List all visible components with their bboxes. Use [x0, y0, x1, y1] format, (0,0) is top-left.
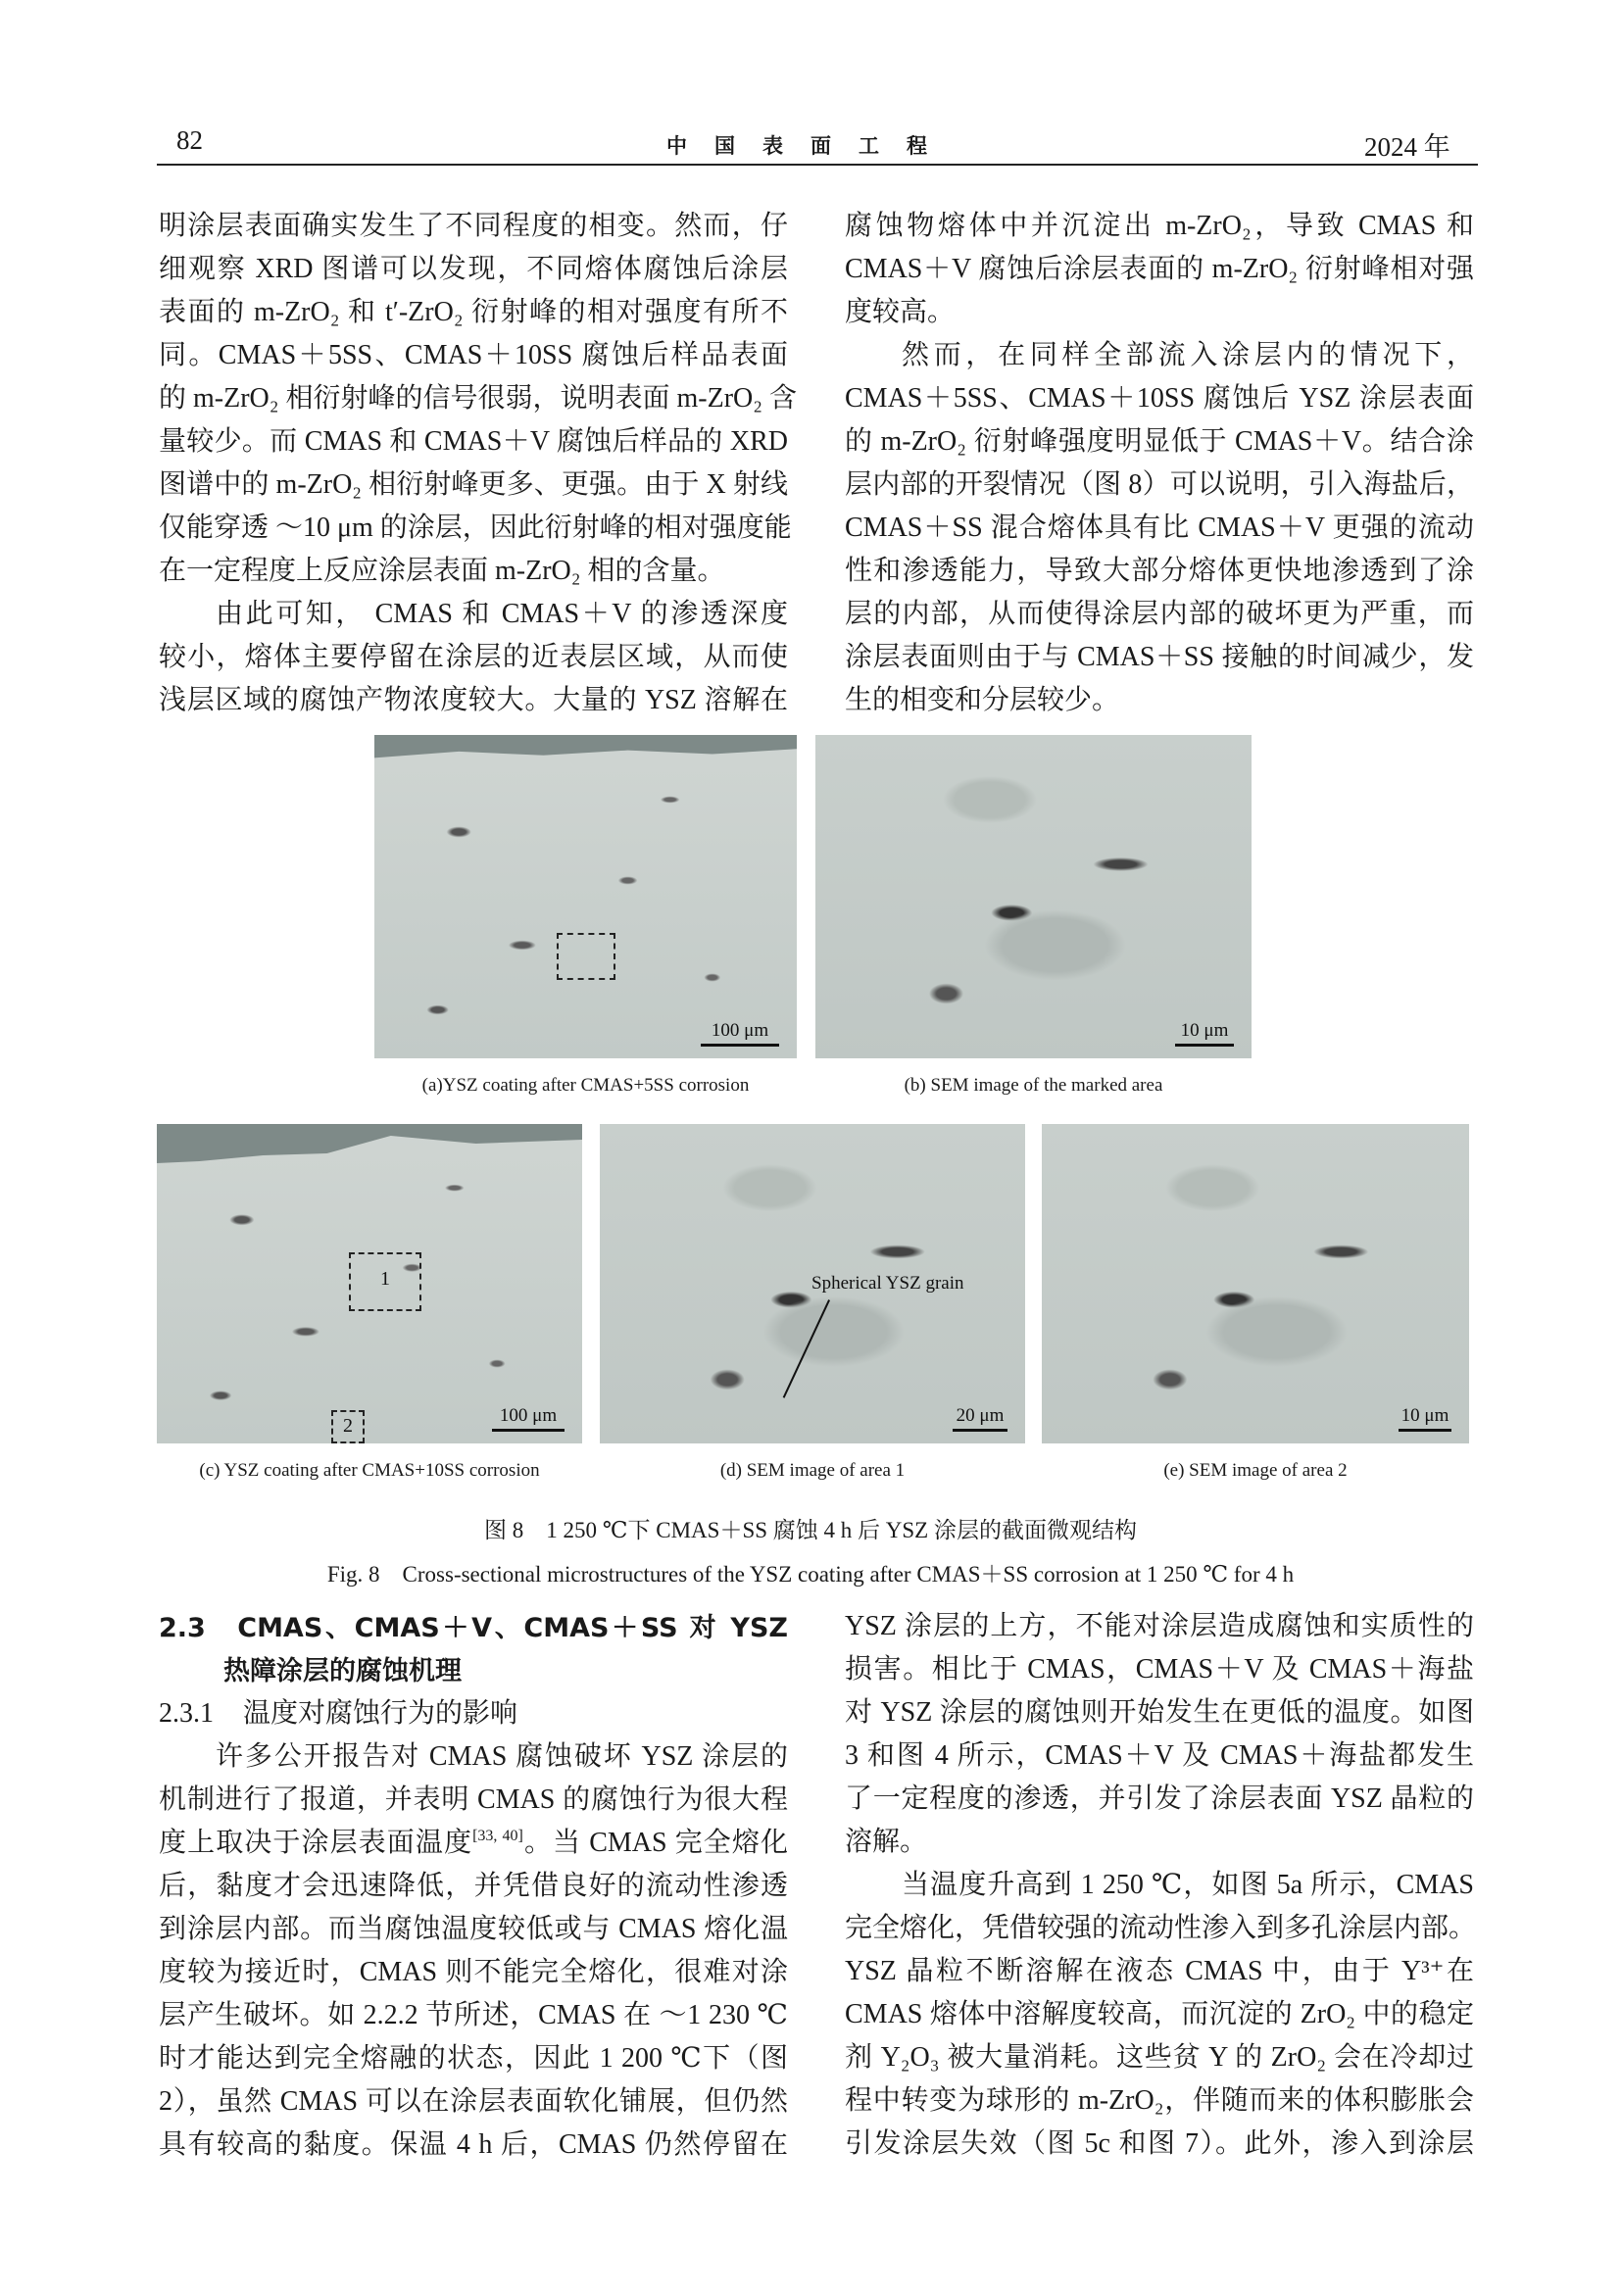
- line-text: 仅能穿透 ～10 μm 的涂层，因此衍射峰的相对强度能: [159, 513, 792, 543]
- area-2-label: 2: [343, 1415, 353, 1437]
- text-line: [159, 679, 788, 722]
- section-title-line1: CMAS、CMAS＋V、CMAS＋SS 对 YSZ: [237, 1613, 788, 1643]
- text-line: [845, 1907, 1477, 1950]
- subsection-title: 温度对腐蚀行为的影响: [243, 1698, 518, 1729]
- text-line: [845, 679, 1474, 722]
- text-line: [845, 1950, 1474, 1993]
- line-text: 了一定程度的渗透，并引发了涂层表面 YSZ 晶粒的: [845, 1783, 1474, 1814]
- figure-panel-e: [1042, 1124, 1469, 1443]
- figure-panel-a: [374, 735, 797, 1058]
- text-line: [159, 593, 788, 636]
- text-line: [845, 1691, 1474, 1734]
- line-text: 当温度升高到 1 250 ℃，如图 5a 所示，CMAS: [902, 1870, 1474, 1900]
- text-line: [159, 550, 788, 593]
- section-title-line2: 热障涂层的腐蚀机理: [223, 1656, 462, 1686]
- line-text: 浅层区域的腐蚀产物浓度较大。大量的 YSZ 溶解在: [159, 685, 788, 715]
- text-line: [845, 1778, 1474, 1821]
- line-text: 对 YSZ 涂层的腐蚀则开始发生在更低的温度。如图: [845, 1697, 1474, 1728]
- line-text: 到涂层内部。而当腐蚀温度较低或与 CMAS 熔化温: [159, 1914, 788, 1944]
- section-heading: [159, 1607, 788, 1693]
- epoxy-region: [157, 1124, 582, 1163]
- header-rule: [157, 164, 1478, 166]
- line-text: 损害。相比于 CMAS，CMAS＋V 及 CMAS＋海盐: [845, 1654, 1474, 1685]
- line-text: 性和渗透能力，导致大部分熔体更快地渗透到了涂: [845, 556, 1474, 586]
- line-text: 细观察 XRD 图谱可以发现，不同熔体腐蚀后涂层: [159, 254, 788, 284]
- line-text: 表面的 m-ZrO₂ 和 t′-ZrO₂ 衍射峰的相对强度有所不: [159, 297, 788, 327]
- text-line: [159, 2124, 788, 2167]
- figure-panel-d: [600, 1124, 1025, 1443]
- text-line: [159, 2080, 788, 2124]
- line-text: 然而，在同样全部流入涂层内的情况下，: [902, 340, 1474, 370]
- scale-label: 10 μm: [1180, 1020, 1229, 1041]
- area-2-box: [331, 1410, 365, 1443]
- line-text: 腐蚀物熔体中并沉淀出 m-ZrO₂，导致 CMAS 和: [845, 211, 1474, 241]
- line-text: 。当 CMAS 完全熔化: [522, 1828, 788, 1858]
- line-text: 3 和图 4 所示，CMAS＋V 及 CMAS＋海盐都发生: [845, 1740, 1474, 1771]
- text-line: [159, 1951, 788, 1994]
- line-text: 完全熔化，凭借较强的流动性渗入到多孔涂层内部。: [845, 1913, 1477, 1943]
- text-line: [159, 1735, 788, 1779]
- line-text: 涂层表面则由于与 CMAS＋SS 接触的时间减少，发: [845, 642, 1474, 672]
- area-1-box: [349, 1252, 421, 1311]
- text-line: [159, 334, 788, 377]
- text-line: [845, 291, 1474, 334]
- line-text: 许多公开报告对 CMAS 腐蚀破坏 YSZ 涂层的: [216, 1741, 788, 1772]
- text-line: [845, 205, 1474, 248]
- text-line: [845, 464, 1474, 507]
- text-line: [159, 1908, 788, 1951]
- line-text: 后，黏度才会迅速降低，并凭借良好的流动性渗透: [159, 1871, 788, 1901]
- line-text: 剂 Y₂O₃ 被大量消耗。这些贫 Y 的 ZrO₂ 会在冷却过: [845, 2042, 1474, 2073]
- line-text: 在一定程度上反应涂层表面 m-ZrO₂ 相的含量。: [159, 556, 725, 586]
- citation-reference: [33, 40]: [472, 1828, 523, 1844]
- line-text: YSZ 涂层的上方，不能对涂层造成腐蚀和实质性的: [845, 1611, 1474, 1641]
- text-line: [845, 2036, 1474, 2079]
- text-line: [159, 2037, 788, 2080]
- text-line: [845, 1734, 1474, 1778]
- line-text: CMAS＋5SS、CMAS＋10SS 腐蚀后 YSZ 涂层表面: [845, 383, 1474, 414]
- caption-panel-a: (a)YSZ coating after CMAS+5SS corrosion: [421, 1075, 750, 1096]
- text-line: [159, 291, 788, 334]
- text-line: [845, 1993, 1474, 2036]
- text-column-bottom-left: [159, 1735, 788, 2167]
- text-line: [159, 1822, 788, 1865]
- line-text: 生的相变和分层较少。: [845, 685, 1120, 715]
- line-text: 2），虽然 CMAS 可以在涂层表面软化铺展，但仍然: [159, 2086, 788, 2117]
- text-line: [159, 248, 788, 291]
- line-text: 的 m-ZrO₂ 相衍射峰的信号很弱，说明表面 m-ZrO₂ 含: [159, 383, 798, 414]
- line-text: YSZ 晶粒不断溶解在液态 CMAS 中，由于 Y³⁺在: [845, 1956, 1474, 1986]
- marked-area-box: [557, 933, 615, 980]
- line-text: 图谱中的 m-ZrO₂ 相衍射峰更多、更强。由于 X 射线: [159, 469, 788, 500]
- text-line: [159, 1994, 788, 2037]
- figure-panel-c: [157, 1124, 582, 1443]
- text-line: [845, 420, 1474, 464]
- area-1-label: 1: [380, 1268, 390, 1290]
- text-line: [159, 1865, 788, 1908]
- scale-bar: [1175, 1020, 1234, 1047]
- line-text: 层内部的开裂情况（图 8）可以说明，引入海盐后，: [845, 469, 1474, 500]
- figure-caption-en: Fig. 8 Cross-sectional microstructures of the YSZ coating after CMAS＋SS corrosion at 1 250 ℃ for 4 h: [326, 1562, 1295, 1587]
- text-line: [845, 2079, 1474, 2123]
- line-text: 度较为接近时，CMAS 则不能完全熔化，很难对涂: [159, 1957, 788, 1987]
- text-line: [845, 1821, 1474, 1864]
- line-text: 溶解。: [845, 1827, 928, 1857]
- text-line: [845, 636, 1474, 679]
- text-line: [159, 636, 788, 679]
- text-column-top-left: [159, 205, 798, 722]
- line-text: 具有较高的黏度。保温 4 h 后，CMAS 仍然停留在: [159, 2129, 788, 2160]
- publication-year: 2024 年: [1364, 132, 1450, 162]
- text-line: [159, 205, 788, 248]
- journal-title: 中国表面工程: [666, 134, 955, 158]
- line-text: 同。CMAS＋5SS、CMAS＋10SS 腐蚀后样品表面: [159, 340, 788, 370]
- text-line: [845, 2123, 1474, 2166]
- text-line: [845, 507, 1474, 550]
- scale-bar: [1399, 1405, 1451, 1432]
- text-line: [845, 248, 1474, 291]
- subsection-heading: [159, 1692, 517, 1735]
- figure-panel-b: [815, 735, 1252, 1058]
- line-text: 程中转变为球形的 m-ZrO₂，伴随而来的体积膨胀会: [845, 2085, 1474, 2116]
- caption-panel-e: (e) SEM image of area 2: [1163, 1460, 1348, 1481]
- line-text: 层产生破坏。如 2.2.2 节所述，CMAS 在 ～1 230 ℃: [159, 2000, 788, 2030]
- scale-label: 10 μm: [1400, 1405, 1449, 1426]
- figure-caption-cn: 图 8 1 250 ℃下 CMAS＋SS 腐蚀 4 h 后 YSZ 涂层的截面微观结构: [484, 1518, 1137, 1542]
- line-text: 的 m-ZrO₂ 衍射峰强度明显低于 CMAS＋V。结合涂: [845, 426, 1474, 457]
- line-text: 较小，熔体主要停留在涂层的近表层区域，从而使: [159, 642, 788, 672]
- text-line: [845, 1605, 1474, 1648]
- scale-label: 100 μm: [499, 1405, 558, 1426]
- caption-panel-b: (b) SEM image of the marked area: [904, 1075, 1163, 1096]
- line-text: 明涂层表面确实发生了不同程度的相变。然而，仔: [159, 211, 788, 241]
- line-text: 时才能达到完全熔融的状态，因此 1 200 ℃下（图: [159, 2043, 788, 2074]
- page-number: 82: [176, 125, 203, 155]
- line-text: 层的内部，从而使得涂层内部的破坏更为严重，而: [845, 599, 1474, 629]
- scale-label: 100 μm: [711, 1020, 769, 1041]
- text-line: [845, 593, 1474, 636]
- text-line: [159, 420, 788, 464]
- text-line: [845, 550, 1474, 593]
- annotation-spherical-grain: Spherical YSZ grain: [811, 1273, 964, 1294]
- text-line: [845, 377, 1474, 420]
- subsection-number: 2.3.1: [159, 1698, 214, 1729]
- text-line: [159, 1779, 788, 1822]
- scale-label: 20 μm: [956, 1405, 1005, 1426]
- annotation-pointer: [783, 1299, 830, 1398]
- line-text: CMAS 熔体中溶解度较高，而沉淀的 ZrO₂ 中的稳定: [845, 1999, 1474, 2029]
- text-line: [845, 1864, 1474, 1907]
- text-line: [845, 1648, 1474, 1691]
- line-text: CMAS＋V 腐蚀后涂层表面的 m-ZrO₂ 衍射峰相对强: [845, 254, 1474, 284]
- text-line: [159, 507, 792, 550]
- text-line: [845, 334, 1474, 377]
- line-text: 机制进行了报道，并表明 CMAS 的腐蚀行为很大程: [159, 1784, 788, 1815]
- caption-panel-c: (c) YSZ coating after CMAS+10SS corrosion: [199, 1460, 540, 1481]
- caption-panel-d: (d) SEM image of area 1: [719, 1460, 906, 1481]
- scale-bar: [492, 1405, 565, 1432]
- text-line: [159, 377, 798, 420]
- text-column-bottom-right: [845, 1605, 1477, 2166]
- line-text: 量较少。而 CMAS 和 CMAS＋V 腐蚀后样品的 XRD: [159, 426, 788, 457]
- line-text: 引发涂层失效（图 5c 和图 7）。此外，渗入到涂层: [845, 2128, 1474, 2159]
- line-text: CMAS＋SS 混合熔体具有比 CMAS＋V 更强的流动: [845, 513, 1474, 543]
- scale-bar: [953, 1405, 1007, 1432]
- section-number: 2.3: [159, 1613, 206, 1643]
- text-line: [159, 464, 788, 507]
- line-text: 由此可知， CMAS 和 CMAS＋V 的渗透深度: [216, 599, 788, 629]
- epoxy-region: [374, 735, 797, 760]
- line-text: 度上取决于涂层表面温度: [159, 1828, 473, 1858]
- line-text: 度较高。: [845, 297, 956, 327]
- text-column-top-right: [845, 205, 1474, 722]
- scale-bar: [701, 1020, 779, 1047]
